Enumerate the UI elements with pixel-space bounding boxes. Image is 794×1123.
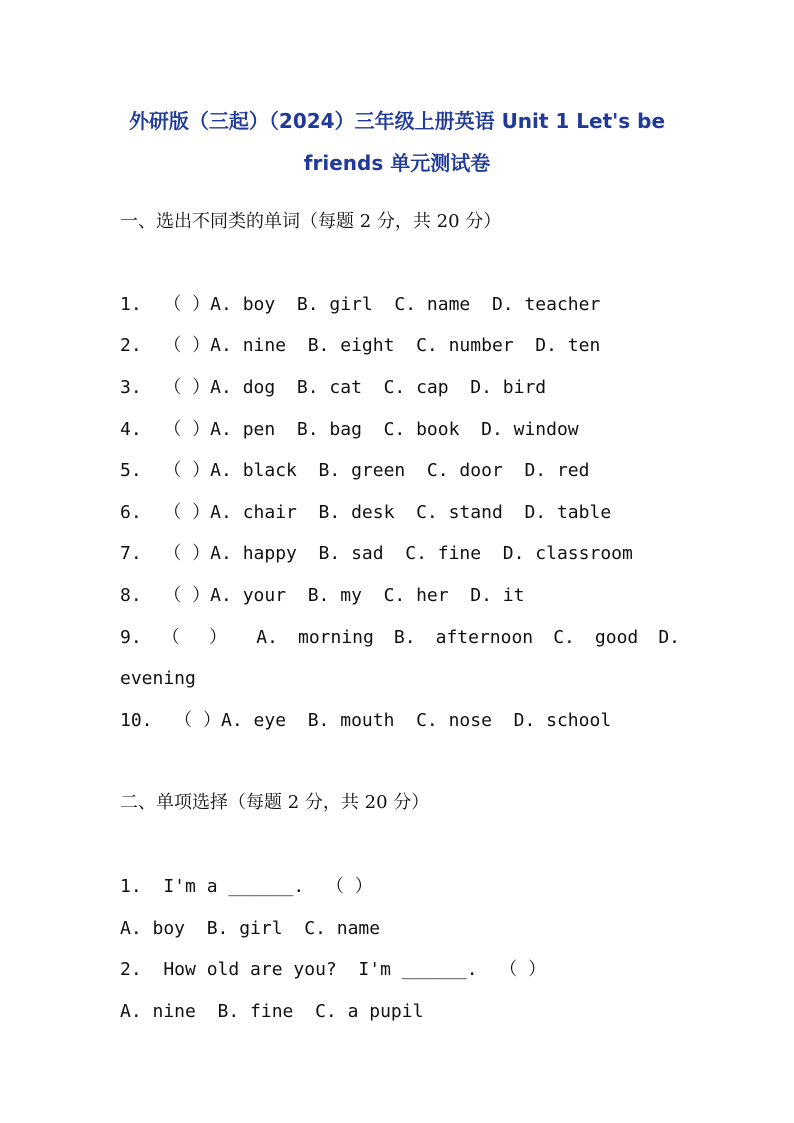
question-1-3: 3. （ ）A. dog B. cat C. cap D. bird	[120, 377, 547, 398]
question-1-6: 6. （ ）A. chair B. desk C. stand D. table	[120, 502, 612, 523]
question-1-2: 2. （ ）A. nine B. eight C. number D. ten	[120, 335, 601, 356]
question-2-1-options: A. boy B. girl C. name	[120, 918, 381, 939]
question-1-9-line-2: evening	[120, 668, 196, 689]
section-2-heading: 二、单项选择（每题 2 分，共 20 分）	[120, 792, 430, 813]
question-1-8: 8. （ ）A. your B. my C. her D. it	[120, 585, 525, 606]
question-1-5: 5. （ ）A. black B. green C. door D. red	[120, 460, 590, 481]
question-1-10: 10. （ ）A. eye B. mouth C. nose D. school	[120, 710, 612, 731]
question-1-1: 1. （ ）A. boy B. girl C. name D. teacher	[120, 294, 601, 315]
question-2-2-options: A. nine B. fine C. a pupil	[120, 1001, 424, 1022]
question-1-4: 4. （ ）A. pen B. bag C. book D. window	[120, 419, 579, 440]
document-title: 外研版（三起）（2024）三年级上册英语 Unit 1 Let's be friends 单元测试卷	[128, 109, 666, 175]
question-2-2: 2. How old are you? I'm ______. （ ）	[120, 959, 547, 980]
question-1-7: 7. （ ）A. happy B. sad C. fine D. classroom	[120, 543, 633, 564]
question-2-1: 1. I'm a ______. （ ）	[120, 876, 373, 897]
question-1-9-line-1: 9. （ ） A. morning B. afternoon C. good D.	[120, 627, 680, 648]
section-1-heading: 一、选出不同类的单词（每题 2 分，共 20 分）	[120, 211, 502, 232]
